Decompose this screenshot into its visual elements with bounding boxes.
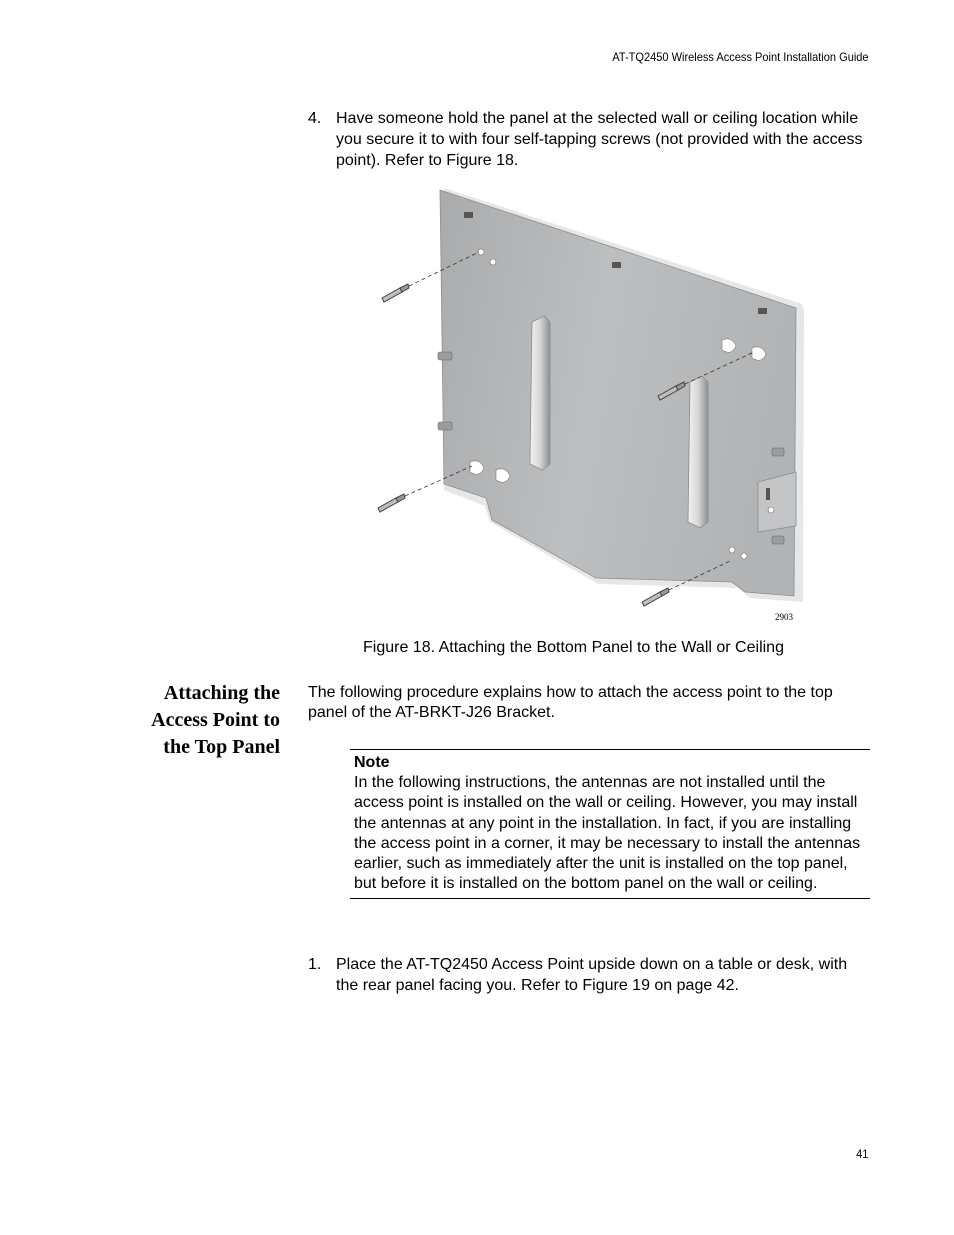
heading-line: Attaching the xyxy=(163,682,280,704)
section-intro: The following procedure explains how to attach the access point to the top panel of the AT-BRKT-J26 Bracket. xyxy=(308,684,833,721)
figure-bottom-panel-illustration xyxy=(360,182,815,627)
running-header: AT-TQ2450 Wireless Access Point Installation Guide xyxy=(612,50,869,64)
heading-line: the Top Panel xyxy=(163,736,280,758)
figure-caption: Figure 18. Attaching the Bottom Panel to the Wall or Ceiling xyxy=(363,639,784,656)
note-body: In the following instructions, the antennas are not installed until the access point is installed on the wall or ceiling. However, you may install the antennas at any point in the installation. In fact, if you are installing the access point in a corner, it may be necessary to install the antennas earlier, such as immediately after the unit is installed on the top panel, but before it is installed on the bottom panel on the wall or ceiling. xyxy=(354,774,861,893)
step-text: Have someone hold the panel at the selected wall or ceiling location while you secure it to with four self-tapping screws (not provided with the access point). Refer to Figure 18. xyxy=(336,110,863,169)
step-number: 1. xyxy=(308,956,322,973)
step-4 xyxy=(308,108,868,171)
step-number: 4. xyxy=(308,110,322,127)
step-1 xyxy=(308,954,868,996)
figure-id-label: 2903 xyxy=(775,612,793,622)
step-text: Place the AT-TQ2450 Access Point upside down on a table or desk, with the rear panel facing you. Refer to Figure 19 on page 42. xyxy=(336,956,848,994)
page-number: 41 xyxy=(855,1147,868,1161)
note-title: Note xyxy=(354,754,390,771)
section-heading xyxy=(120,680,280,761)
note-box xyxy=(350,749,870,899)
heading-line: Access Point to xyxy=(151,709,280,731)
